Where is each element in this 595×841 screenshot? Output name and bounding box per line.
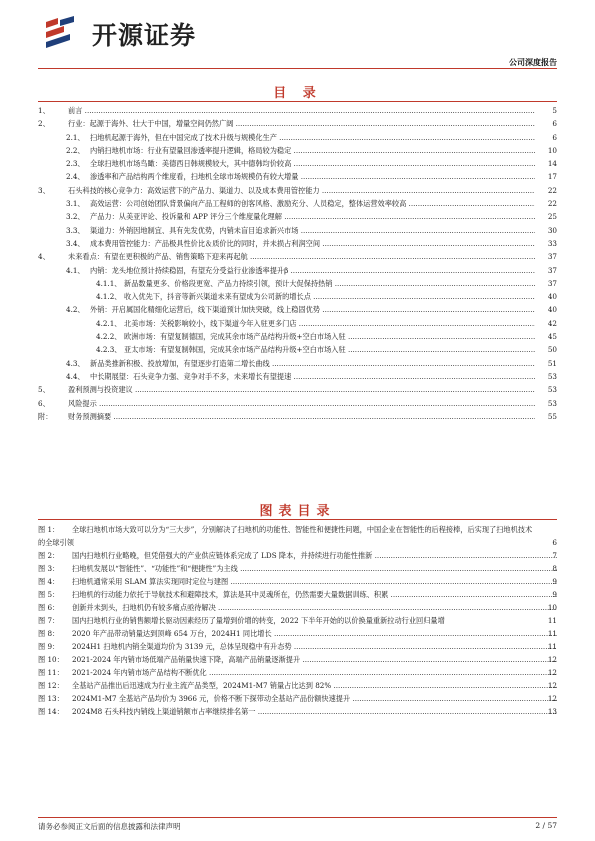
toc-entry[interactable] [38, 184, 557, 197]
toc-entry[interactable] [38, 317, 557, 330]
toc-entry-page: 37 [547, 252, 557, 262]
toc-entry-page: 10 [547, 145, 557, 155]
toc-entry-number: 6、 [38, 398, 50, 408]
toc-entry[interactable] [38, 157, 557, 170]
toc-entry-label: 外销：开启属国化精细化运营后，线下渠道预计加快突破，线上稳固优势 ..... [90, 303, 535, 316]
toc-entry-page: 22 [547, 185, 557, 195]
figure-entry-number: 图 1： [38, 525, 60, 534]
figure-entry-text: 全基站产品推出后迅速成为行业主流产品类型，2024M1-M7 销量占比达到 82% ..... [38, 679, 557, 692]
toc-entry-page: 17 [547, 172, 557, 182]
toc-entry-label: 行业：起源于海外、壮大于中国，增量空间仍然广阔 ..... [68, 117, 535, 130]
toc-entry-page: 37 [547, 278, 557, 288]
toc-entry-number: 4.4、 [66, 371, 85, 381]
toc-entry-label: 欧洲市场：有望复制德国，完成其余市场产品结构升级+空白市场入驻 ..... [124, 330, 535, 343]
toc-entry-number: 3.4、 [66, 238, 85, 248]
toc-entry-number: 2.3、 [66, 159, 85, 169]
toc-entry-number: 3.3、 [66, 225, 85, 235]
toc-entry-label: 北美市场：关税影响较小，线下渠道今年入驻更多门店 ..... [124, 317, 535, 330]
kaiyuan-logo-icon [40, 14, 84, 54]
toc-entry-number: 4.1.2、 [96, 292, 122, 302]
toc-entry[interactable] [38, 144, 557, 157]
toc-entry-label: 渠道力：外销因地制宜、具有先发优势，内销未盲目追求新兴市场 ..... [90, 224, 535, 237]
toc-entry-number: 5、 [38, 385, 50, 395]
figure-entry-number: 图 8： [38, 629, 60, 638]
toc-entry-number: 2.1、 [66, 132, 85, 142]
figure-entry-number: 图 4： [38, 577, 60, 586]
figure-entry-text: 2020 年产品带动销量达到顶峰 654 万台，2024H1 同比增长 ..... [38, 627, 557, 640]
figure-entry-page: 11 [547, 629, 557, 638]
toc-entry[interactable] [38, 104, 557, 117]
figure-entry[interactable] [38, 653, 557, 666]
toc-entry[interactable] [38, 237, 557, 250]
figure-entry-number: 图 12： [38, 681, 64, 690]
figure-entry-text: 2024M8 石头科技内销线上渠道销额市占率继续排名第一 ..... [38, 705, 557, 718]
figure-entry-text: 国内扫地机行业的销售额增长驱动因素经历了量增到价增的转变，2022 下半年开始的以价换量重新拉动行业回归量增 [72, 616, 445, 625]
figure-entry-page: 12 [547, 681, 557, 690]
figure-entry-page: 11 [547, 616, 557, 625]
toc-entry[interactable] [38, 357, 557, 370]
figure-entry-number: 图 5： [38, 590, 60, 599]
header-rule [38, 68, 557, 69]
figures-list [38, 523, 557, 718]
figure-entry[interactable] [38, 575, 557, 588]
toc-entry-label: 渗透率和产品结构两个维度看，扫地机全球市场规模仍有较大增量 ..... [90, 170, 535, 183]
toc-entry-page: 25 [547, 212, 557, 222]
toc-title-rule [38, 101, 557, 102]
figure-entry[interactable] [38, 588, 557, 601]
figure-entry-page: 6 [552, 538, 557, 547]
figure-entry[interactable] [38, 666, 557, 679]
toc-entry-number: 4.2、 [66, 305, 85, 315]
toc-entry-label: 财务预测摘要 ..... [68, 410, 535, 423]
toc-entry[interactable] [38, 250, 557, 263]
toc-entry-page: 40 [547, 292, 557, 302]
page-number: 2 / 57 [535, 821, 557, 830]
toc-entry[interactable] [38, 224, 557, 237]
figure-entry-page: 11 [547, 642, 557, 651]
toc-entry-label: 新品数量更多、价格段更宽、产品力持续引领，预计大促保持热销 ..... [124, 277, 535, 290]
toc-entry-page: 6 [552, 132, 557, 142]
toc-title: 目 录 [273, 86, 322, 101]
toc-entry-label: 盈利预测与投资建议 ..... [68, 383, 535, 396]
brand-logo [40, 14, 196, 54]
toc-entry-page: 37 [547, 265, 557, 275]
toc-entry-label: 内销扫地机市场：行业有望量回渗透率提升逻辑，格局较为稳定 ..... [90, 144, 535, 157]
figure-entry-text: 2024M1-M7 全基站产品均价为 3966 元，价格不断下探带动全基站产品份额快速提升 ..... [38, 692, 557, 705]
toc-entry-label: 扫地机起源于海外，但在中国完成了技术升级与规模化生产 ..... [90, 131, 535, 144]
toc-entry-page: 55 [547, 411, 557, 421]
figure-entry-number: 图 10： [38, 655, 64, 664]
figure-entry-page: 9 [552, 577, 557, 586]
toc-entry-number: 4.1.1、 [96, 278, 122, 288]
toc-entry-label: 高效运营：公司创始团队背景偏向产品工程师的创客风格、激励充分、人员稳定，整体运营效率较高 ..... [90, 197, 535, 210]
toc-entry-number: 3、 [38, 185, 50, 195]
toc-entry-number: 1、 [38, 106, 50, 115]
toc-entry[interactable] [38, 170, 557, 183]
figure-entry-page: 10 [547, 603, 557, 612]
toc-entry-number: 4.2.1、 [96, 318, 122, 328]
toc-entry-label: 未来看点：有望在更积极的产品、销售策略下迎来再起航 ..... [68, 250, 535, 263]
toc-entry[interactable] [38, 117, 557, 130]
toc-entry-number: 3.2、 [66, 212, 85, 222]
toc-entry-number: 4、 [38, 252, 50, 262]
toc-entry-label: 成本费用管控能力：产品极具性价比＆质价比的同时，并未损占利润空间 ..... [90, 237, 535, 250]
figure-entry-text: 扫地机通常采用 SLAM 算法实现同时定位与建图 ..... [38, 575, 557, 588]
toc-list [38, 104, 557, 423]
figure-entry-number: 图 14： [38, 707, 64, 716]
figure-entry[interactable] [38, 601, 557, 614]
toc-entry-label: 产品力：从美亚评论、投诉量和 APP 评分三个维度量化理解 ..... [90, 210, 535, 223]
toc-entry-label: 全球扫地机市场鸟瞰：美德西日韩规模较大，其中德韩均价较高 ..... [90, 157, 535, 170]
toc-entry-page: 33 [547, 238, 557, 248]
toc-entry-page: 5 [552, 106, 557, 115]
figure-entry[interactable] [38, 627, 557, 640]
footer-rule [38, 817, 557, 818]
figures-title-rule [38, 519, 557, 520]
figure-entry-number: 图 11： [38, 668, 64, 677]
figure-entry-page: 13 [547, 707, 557, 716]
toc-entry[interactable] [38, 197, 557, 210]
toc-entry-number: 2.4、 [66, 172, 85, 182]
figure-entry[interactable] [38, 679, 557, 692]
toc-entry-number: 4.1、 [66, 265, 85, 275]
toc-entry-page: 14 [547, 159, 557, 169]
toc-entry-page: 42 [547, 318, 557, 328]
figure-entry-number: 图 3： [38, 564, 60, 573]
toc-entry-page: 51 [547, 358, 557, 368]
toc-entry-number: 2、 [38, 119, 50, 129]
toc-entry[interactable] [38, 410, 557, 423]
figure-entry-number: 图 13： [38, 694, 64, 703]
toc-entry[interactable] [38, 397, 557, 410]
figure-entry[interactable] [38, 640, 557, 653]
toc-entry-number: 3.1、 [66, 199, 85, 209]
figure-entry-page: 12 [547, 694, 557, 703]
toc-entry[interactable] [38, 303, 557, 316]
figure-entry-page: 9 [552, 590, 557, 599]
toc-entry[interactable] [38, 277, 557, 290]
figure-entry-text: 扫地机的行动能力依托于导航技术和避障技术，算法是其中灵魂所在，仍然需要大量数据训练、积累 ..... [38, 588, 557, 601]
toc-entry[interactable] [38, 370, 557, 383]
toc-entry-label: 风险提示 ..... [68, 397, 535, 410]
toc-entry-label: 亚太市场：有望复制韩国，完成其余市场产品结构升级+空白市场入驻 ..... [124, 343, 535, 356]
toc-entry-label: 石头科技的核心竞争力：高效运营下的产品力、渠道力、以及成本费用管控能力 ..... [68, 184, 535, 197]
toc-entry[interactable] [38, 290, 557, 303]
figure-entry-page: 12 [547, 655, 557, 664]
figure-entry-number: 图 2： [38, 551, 60, 560]
figure-entry-text: 扫地机发展以“智能性”、“功能性”和“便捷性”为主线 ..... [38, 562, 557, 575]
toc-entry-number: 4.2.2、 [96, 332, 122, 342]
toc-entry-label: 中长期展望：石头竞争力强、竞争对手不多，未来增长有望提速 ..... [90, 370, 535, 383]
figure-entry[interactable] [38, 705, 557, 718]
toc-entry-page: 30 [547, 225, 557, 235]
toc-entry[interactable] [38, 264, 557, 277]
toc-entry-page: 50 [547, 345, 557, 355]
figure-entry-text: 全球扫地机市场大致可以分为“三大步”，分别解决了扫地机的功能性、智能性和便捷性问题，中国企业在智能性的后程接棒，后实现了扫地机技术的全球引领 [38, 525, 533, 547]
figure-entry-text: 创新并未到头，扫地机仍有较多痛点亟待解决 ..... [38, 601, 557, 614]
toc-entry-number: 4.3、 [66, 358, 85, 368]
figure-entry-page: 7 [552, 551, 557, 560]
figure-entry-number: 图 7： [38, 616, 60, 625]
toc-entry-page: 53 [547, 371, 557, 381]
toc-entry-page: 6 [552, 119, 557, 129]
figure-entry-page: 8 [552, 564, 557, 573]
toc-entry-label: 新品类推新积极、投放增加，有望逐步打造第二增长曲线 ..... [90, 357, 535, 370]
figure-entry[interactable] [38, 549, 557, 562]
brand-name: 开源证券 [92, 21, 197, 50]
figure-entry[interactable] [38, 614, 557, 627]
figure-entry-number: 图 9： [38, 642, 60, 651]
figure-entry-text: 2021-2024 年内销市场低端产品销量快速下降，高端产品销量逐渐提升 ..... [38, 653, 557, 666]
figure-entry[interactable] [38, 692, 557, 705]
figure-entry[interactable] [38, 523, 557, 549]
toc-entry-page: 40 [547, 305, 557, 315]
toc-entry-label: 收入优先下，抖音等新兴渠道未来有望成为公司新的增长点 ..... [124, 290, 535, 303]
toc-entry-number: 附： [38, 411, 53, 421]
figure-entry-text: 2024H1 扫地机内销全渠道均价为 3139 元，总体呈现稳中有升态势 ..... [38, 640, 557, 653]
footer-disclaimer: 请务必参阅正文后面的信息披露和法律声明 [38, 822, 181, 831]
figure-entry-number: 图 6： [38, 603, 60, 612]
toc-entry[interactable] [38, 210, 557, 223]
toc-entry-number: 4.2.3、 [96, 345, 122, 355]
figure-entry[interactable] [38, 562, 557, 575]
toc-entry-label: 前言 ..... [68, 104, 535, 117]
toc-entry-label: 内销：龙头地位预计持续稳固，有望充分受益行业渗透率提升β ..... [90, 264, 535, 277]
figure-entry-text: 国内扫地机行业略晚，但凭借强大的产业供应链体系完成了 LDS 降本，并持续进行功能性推新 ..... [38, 549, 557, 562]
toc-entry-page: 53 [547, 385, 557, 395]
toc-entry-page: 45 [547, 332, 557, 342]
toc-entry[interactable] [38, 383, 557, 396]
toc-entry[interactable] [38, 330, 557, 343]
figure-entry-text: 2021-2024 年内销市场产品结构不断优化 ..... [38, 666, 557, 679]
figure-entry-page: 12 [547, 668, 557, 677]
report-type: 公司深度报告 [509, 58, 557, 67]
toc-entry[interactable] [38, 343, 557, 356]
toc-entry-page: 53 [547, 398, 557, 408]
toc-entry-page: 22 [547, 199, 557, 209]
toc-entry-number: 2.2、 [66, 145, 85, 155]
toc-entry[interactable] [38, 131, 557, 144]
figures-title: 图表目录 [259, 504, 336, 519]
